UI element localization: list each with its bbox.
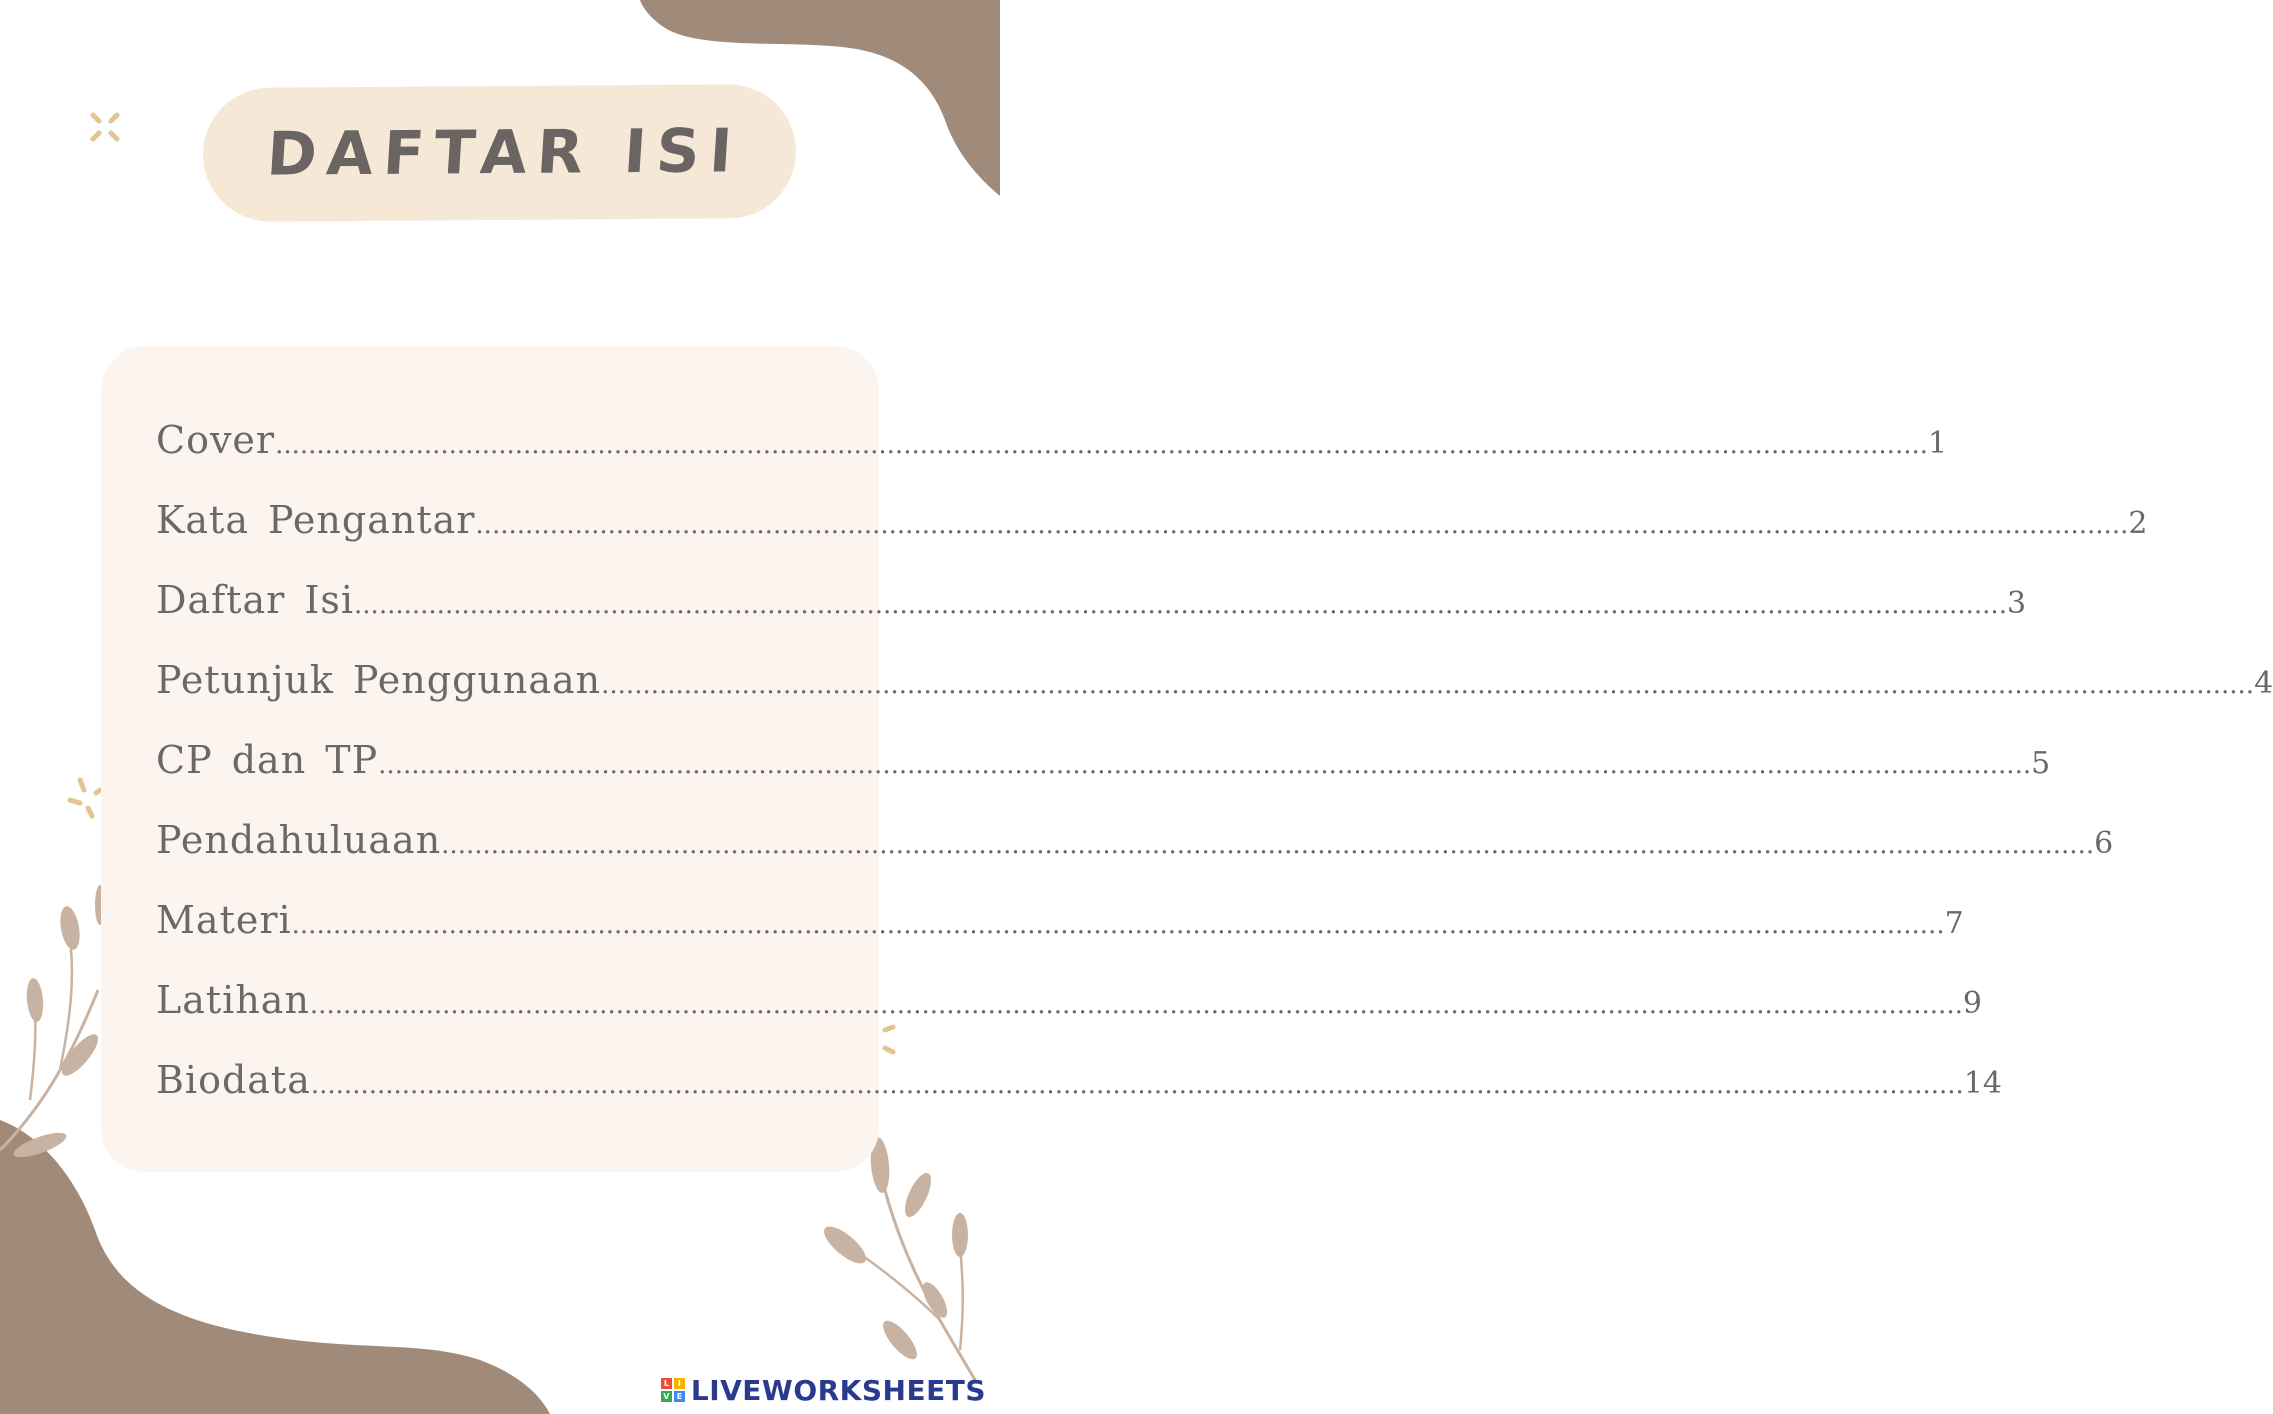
toc-dot-leader: ........................................................................................................................................................................................................ [378,750,2032,780]
left-branch [0,885,105,1162]
toc-page-number: 4 [2254,666,2273,701]
toc-label: Petunjuk Penggunaan [156,658,602,702]
title-banner [203,84,797,222]
toc-page-number: 1 [1928,426,1948,461]
toc-row [156,898,1964,958]
toc-page-number: 7 [1944,906,1964,941]
toc-label: Materi [156,898,292,942]
toc-page-number: 6 [2094,826,2114,861]
toc-page-number: 9 [1962,986,1982,1021]
brand-name: LIVEWORKSHEETS [690,1373,986,1407]
toc-label: Cover [156,418,276,462]
toc-row [156,1058,2002,1118]
sparkle-left [70,780,100,816]
brand-logo-letter: L [661,1378,672,1389]
right-branch [819,1136,975,1380]
toc-label: Pendahuluaan [156,818,442,862]
toc-row [156,498,2148,558]
toc-label: Biodata [156,1058,311,1102]
toc-row [156,658,2273,718]
toc-page-number: 5 [2031,746,2051,781]
brand-logo-letter: V [661,1391,672,1402]
toc-page-number: 3 [2006,586,2027,621]
toc-row [156,818,2114,878]
toc-row [156,578,2027,638]
toc-row [156,978,1982,1038]
toc-dot-leader: ........................................................................................................................................................................................................ [291,910,1945,940]
toc-label: CP dan TP [156,738,379,782]
page-title: DAFTAR ISI [264,116,745,190]
brand-logo-letter: E [674,1391,685,1402]
liveworksheets-logo [661,1372,986,1408]
toc-dot-leader: ........................................................................................................................................................................................................ [309,990,1963,1020]
sparkle-top-left [93,115,117,139]
toc-dot-leader: ........................................................................................................................................................................................................ [310,1070,1964,1100]
sparkle-right [885,1027,893,1052]
toc-label: Latihan [156,978,310,1022]
toc-row [156,738,2051,798]
toc-label: Kata Pengantar [156,498,476,542]
brand-logo-icon [661,1378,685,1402]
toc-dot-leader: ........................................................................................................................................................................................................ [275,430,1929,460]
toc-dot-leader: ........................................................................................................................................................................................................ [475,510,2129,540]
toc-page-number: 2 [2128,506,2148,541]
toc-dot-leader: ........................................................................................................................................................................................................ [601,670,2255,700]
toc-label: Daftar Isi [156,578,355,622]
brand-logo-letter: I [674,1378,685,1389]
toc-dot-leader: ........................................................................................................................................................................................................ [354,590,2007,620]
toc-page-number: 14 [1963,1066,2002,1101]
toc-row [156,418,1948,478]
toc-dot-leader: ........................................................................................................................................................................................................ [441,830,2095,860]
